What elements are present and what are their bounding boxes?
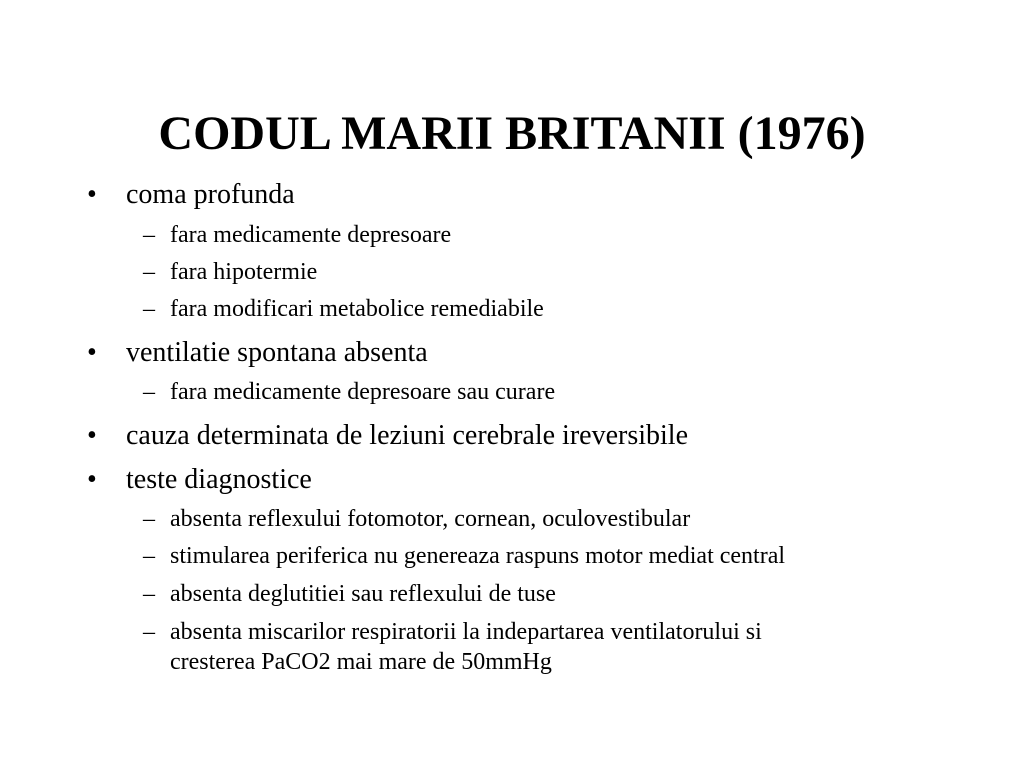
dash-marker: – <box>143 543 155 569</box>
dash-marker: – <box>143 379 155 405</box>
sub-item-text: cresterea PaCO2 mai mare de 50mmHg <box>170 649 552 675</box>
bullet-marker: • <box>87 464 97 495</box>
dash-marker: – <box>143 259 155 285</box>
bullet-text: coma profunda <box>126 179 295 210</box>
sub-item-text: fara modificari metabolice remediabile <box>170 296 544 322</box>
dash-marker: – <box>143 296 155 322</box>
sub-item-text: fara hipotermie <box>170 259 318 285</box>
bullet-marker: • <box>87 179 97 210</box>
bullet-marker: • <box>87 337 97 368</box>
bullet-marker: • <box>87 420 97 451</box>
sub-item-text: absenta deglutitiei sau reflexului de tuse <box>170 581 556 607</box>
bullet-text: ventilatie spontana absenta <box>126 337 428 368</box>
sub-item-text: fara medicamente depresoare <box>170 222 452 248</box>
bullet-text: teste diagnostice <box>126 464 312 495</box>
sub-item-text: stimularea periferica nu genereaza raspuns motor mediat central <box>170 543 786 569</box>
dash-marker: – <box>143 506 155 532</box>
bullet-text: cauza determinata de leziuni cerebrale ireversibile <box>126 420 688 451</box>
sub-item-text: absenta reflexului fotomotor, cornean, oculovestibular <box>170 506 691 532</box>
dash-marker: – <box>143 581 155 607</box>
dash-marker: – <box>143 619 155 645</box>
slide-title: CODUL MARII BRITANII (1976) <box>158 107 866 160</box>
sub-item-text: fara medicamente depresoare sau curare <box>170 379 556 405</box>
dash-marker: – <box>143 222 155 248</box>
sub-item-text: absenta miscarilor respiratorii la indepartarea ventilatorului si <box>170 619 762 645</box>
